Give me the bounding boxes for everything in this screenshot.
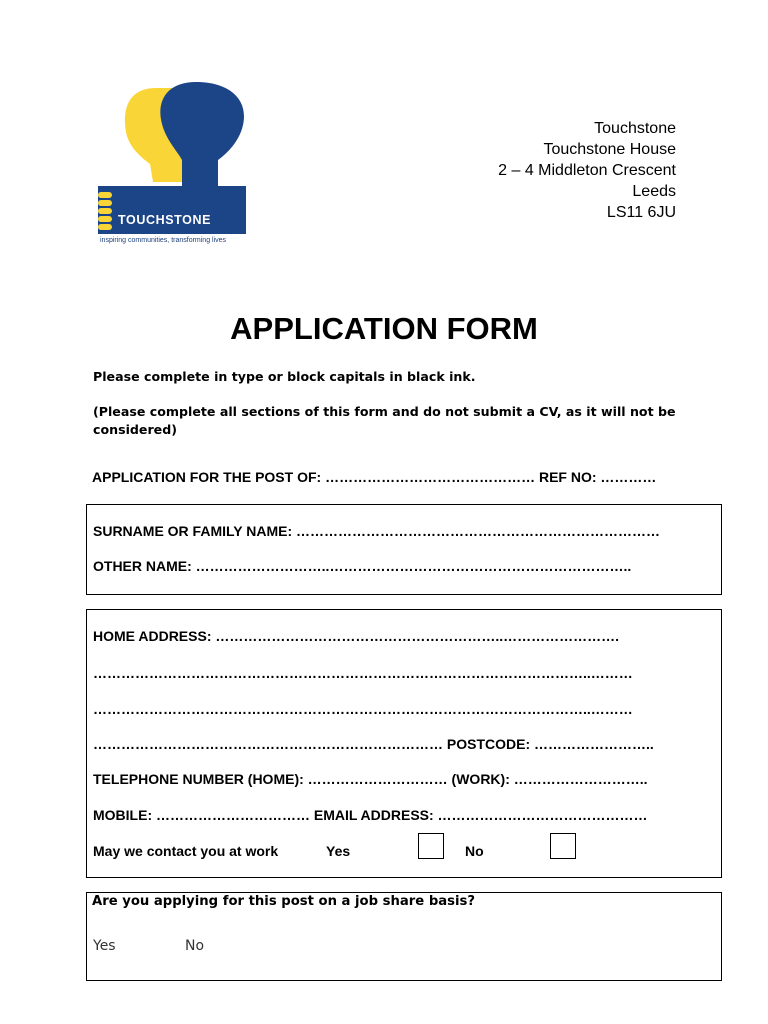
page-title: APPLICATION FORM	[230, 311, 538, 346]
telephone-field[interactable]: TELEPHONE NUMBER (HOME): ………………………… (WORK): ………………………..	[93, 771, 648, 787]
post-applied-field[interactable]: APPLICATION FOR THE POST OF: ……………………………………… REF NO: …………	[92, 469, 657, 485]
home-address-field[interactable]: HOME ADDRESS: ……………………………………………………..…………………….	[93, 628, 620, 644]
logo-tagline: inspiring communities, transforming lives	[100, 237, 227, 244]
address-line-3: 2 – 4 Middleton Crescent	[498, 162, 676, 179]
job-share-no-option[interactable]: No	[185, 938, 205, 954]
instruction-no-cv: (Please complete all sections of this form and do not submit a CV, as it will not be considered)	[93, 404, 676, 437]
organisation-address	[498, 118, 676, 223]
logo-wordmark: TOUCHSTONE	[118, 213, 212, 227]
contact-yes-label: Yes	[326, 843, 351, 859]
touchstone-logo	[98, 80, 248, 250]
home-address-line-2[interactable]: ……………………………………………………………………………………………..………	[93, 665, 633, 681]
contact-no-checkbox[interactable]	[550, 833, 576, 859]
contact-yes-checkbox[interactable]	[418, 833, 444, 859]
contact-no-label: No	[465, 843, 484, 859]
address-line-2: Touchstone House	[543, 141, 676, 158]
address-line-4: Leeds	[632, 183, 676, 200]
other-name-field[interactable]: OTHER NAME: ………………………..………………………………………………………..	[93, 558, 632, 574]
postcode-field[interactable]: ………………………………………………………………… POSTCODE: ……………………..	[93, 736, 654, 752]
contact-at-work-question: May we contact you at work	[93, 843, 279, 859]
address-line-1: Touchstone	[594, 120, 676, 137]
instruction-block-capitals: Please complete in type or block capitals in black ink.	[93, 369, 476, 384]
touchstone-logo-graphic	[98, 80, 248, 235]
name-section	[86, 504, 722, 595]
surname-field[interactable]: SURNAME OR FAMILY NAME: ……………………………………………………………………	[93, 523, 661, 539]
mobile-email-field[interactable]: MOBILE: …………………………… EMAIL ADDRESS: ………………………………………	[93, 807, 648, 823]
job-share-yes-option[interactable]: Yes	[93, 938, 116, 954]
job-share-question: Are you applying for this post on a job share basis?	[92, 894, 476, 909]
home-address-line-3[interactable]: ……………………………………………………………………………………………..………	[93, 701, 633, 717]
address-line-5: LS11 6JU	[606, 204, 676, 221]
